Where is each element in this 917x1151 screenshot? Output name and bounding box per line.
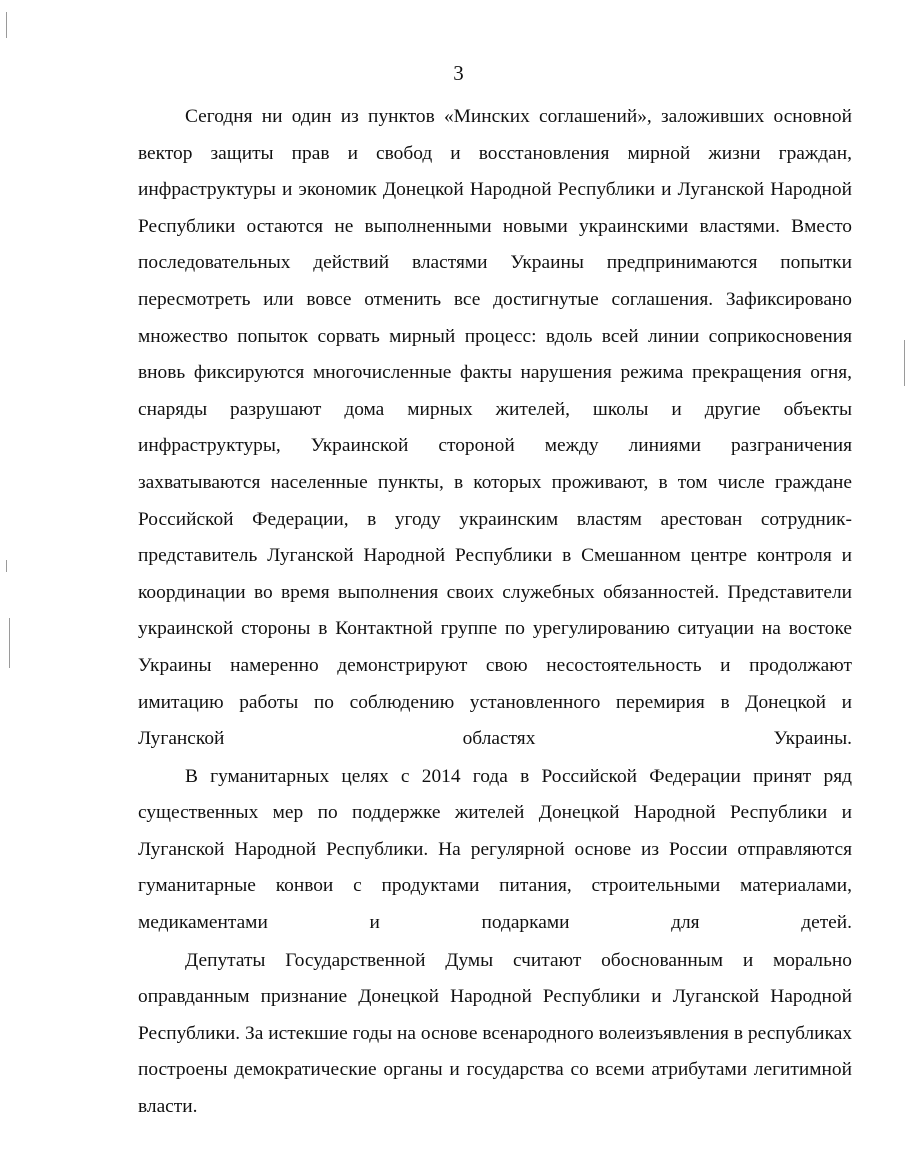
paragraph: В гуманитарных целях с 2014 года в Российской Федерации принят ряд существенных мер по поддержке жителей Донецкой Народной Республики и Луганской Народной Республики. На регулярной основе из России отправляются гуманитарные конвои с продуктами питания, строительными материалами, медикаментами и подарками для детей. bbox=[138, 765, 852, 934]
scan-margin-mark bbox=[6, 560, 7, 572]
paragraph: Депутаты Государственной Думы считают обоснованным и морально оправданным признание Донецкой Народной Республики и Луганской Народной Республики. За истекшие годы на основе всенародного волеизъявления в республиках построены демократические органы и государства со всеми атрибутами легитимной власти. bbox=[138, 949, 852, 1118]
document-body bbox=[138, 99, 852, 1126]
paragraph: Сегодня ни один из пунктов «Минских соглашений», заложивших основной вектор защиты прав и свобод и восстановления мирной жизни граждан, инфраструктуры и экономик Донецкой Народной Республики и Луганской Народной Республики остаются не выполненными новыми украинскими властями. Вместо последовательных действий властями Украины предпринимаются попытки пересмотреть или вовсе отменить все достигнутые соглашения. Зафиксировано множество попыток сорвать мирный процесс: вдоль всей линии соприкосновения вновь фиксируются многочисленные факты нарушения режима прекращения огня, снаряды разрушают дома мирных жителей, школы и другие объекты инфраструктуры, Украинской стороной между линиями разграничения захватываются населенные пункты, в которых проживают, в том числе граждане Российской Федерации, в угоду украинским властям арестован сотрудник-представитель Луганской Народной Республики в Смешанном центре контроля и координации во время выполнения своих служебных обязанностей. Представители украинской стороны в Контактной группе по урегулированию ситуации на востоке Украины намеренно демонстрируют свою несостоятельность и продолжают имитацию работы по соблюдению установленного перемирия в Донецкой и Луганской областях Украины. bbox=[138, 106, 852, 750]
scan-margin-mark bbox=[6, 12, 7, 38]
scan-margin-mark bbox=[9, 618, 10, 668]
scan-margin-mark bbox=[904, 340, 905, 386]
page-number: 3 bbox=[453, 61, 464, 85]
